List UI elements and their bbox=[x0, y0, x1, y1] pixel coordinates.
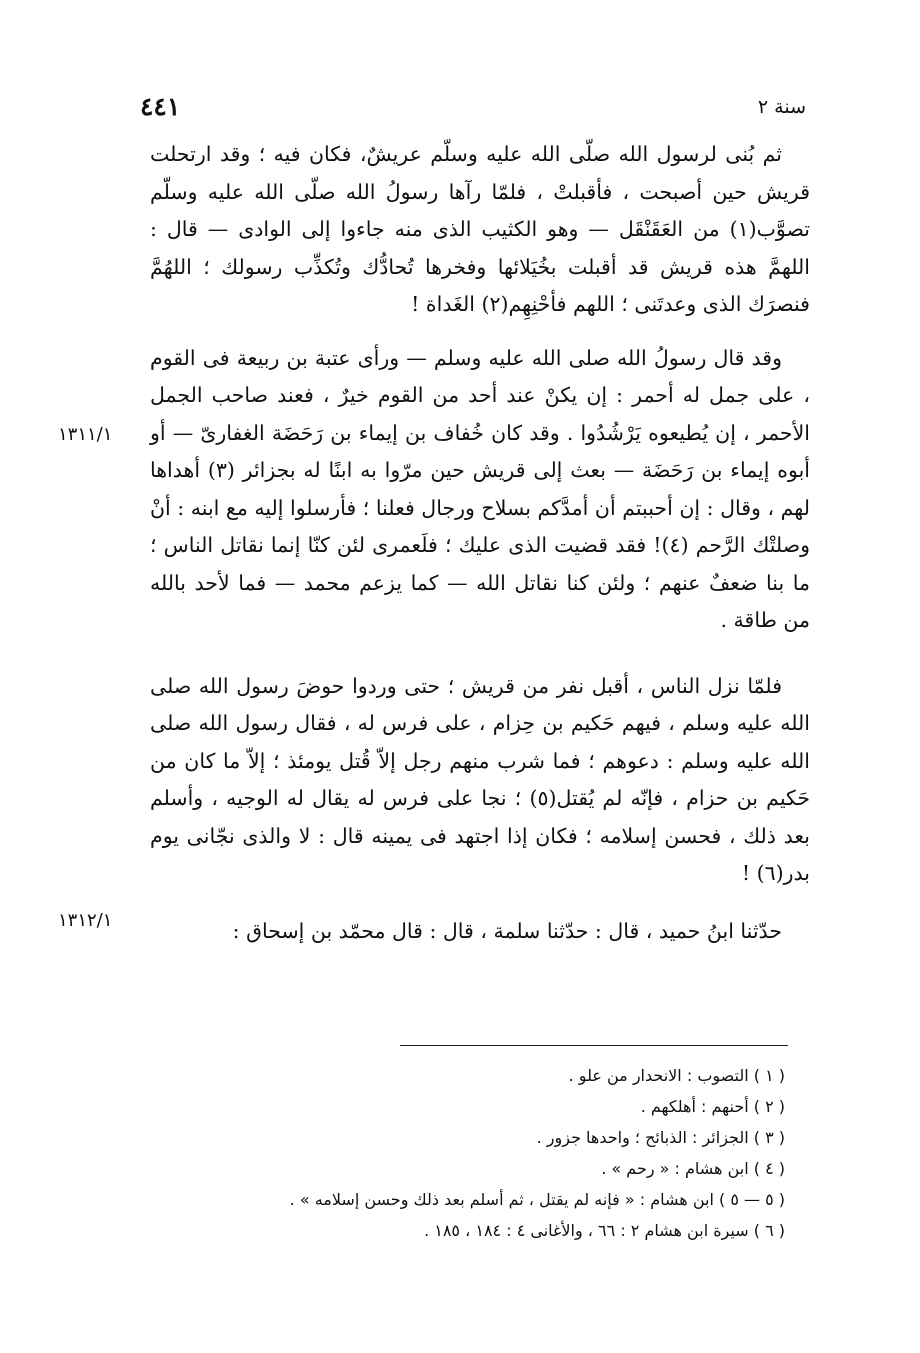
footnote: ( ٤ ) ابن هشام : « رحم » . bbox=[601, 1159, 785, 1178]
page-number: ٤٤١ bbox=[140, 92, 181, 121]
margin-reference: ١٣١١/١ bbox=[58, 424, 113, 445]
paragraph: فلمّا نزل الناس ، أقبل نفر من قريش ؛ حتى وردوا حوضَ رسول الله صلى الله عليه وسلم ، فيهم حَكيم بن حِزام ، على فرس له ، فقال رسول الله صلى الله عليه وسلم : دعوهم ؛ فما شرب منهم رجل إلاّ قُتل يومئذ ؛ إلاّ ما كان من حَكيم بن حزام ، فإنّه لم يُقتل(٥) ؛ نجا على فرس له يقال له الوجيه ، وأسلم بعد ذلك ، فحسن إسلامه ؛ فكان إذا اجتهد فى يمينه قال : لا والذى نجّانى يوم بدر(٦) ! bbox=[150, 673, 810, 885]
paragraph: ثم بُنى لرسول الله صلّى الله عليه وسلّم عريشٌ، فكان فيه ؛ وقد ارتحلت قريش حين أصبحت ، فأقبلتْ ، فلمّا رآها رسولُ الله صلّى الله عليه وسلّم تصوَّب(١) من العَقَنْقَل — وهو الكثيب الذى منه جاءوا إلى الوادى — قال : اللهمَّ هذه قريش قد أقبلت بخُيَلائها وفخرها تُحادُّك وتُكذِّب رسولك ؛ اللهُمَّ فنصرَك الذى وعدتَنى ؛ اللهم فأحْنِهِم(٢) الغَداة ! bbox=[150, 142, 810, 316]
margin-reference: ١٣١٢/١ bbox=[58, 910, 113, 931]
footnote-divider bbox=[400, 1045, 788, 1046]
footnote: ( ٢ ) أحنهم : أهلكهم . bbox=[640, 1097, 785, 1116]
footnote: ( ٥ — ٥ ) ابن هشام : « فإنه لم يقتل ، ثم أسلم بعد ذلك وحسن إسلامه » . bbox=[289, 1190, 785, 1209]
page-header bbox=[140, 92, 806, 132]
main-text bbox=[150, 136, 810, 950]
running-head: سنة ٢ bbox=[757, 96, 806, 118]
footnote: ( ٦ ) سيرة ابن هشام ٢ : ٦٦ ، والأغانى ٤ : ١٨٤ ، ١٨٥ . bbox=[424, 1221, 785, 1240]
footnotes bbox=[200, 1060, 785, 1246]
footnote: ( ١ ) التصوب : الانحدار من علو . bbox=[568, 1066, 785, 1085]
isnad-line: حدّثنا ابنُ حميد ، قال : حدّثنا سلمة ، قال : قال محمّد بن إسحاق : bbox=[232, 918, 782, 943]
footnote: ( ٣ ) الجزائر : الذبائح ؛ واحدها جزور . bbox=[536, 1128, 785, 1147]
paragraph: وقد قال رسولُ الله صلى الله عليه وسلم — ورأى عتبة بن ربيعة فى القوم ، على جمل له أحمر : إن يكنْ عند أحد من القوم خيرٌ ، فعند صاحب الجمل الأحمر ، إن يُطيعوه يَرْشُدُوا . وقد كان خُفاف بن إيماء بن رَحَضَة الغفارىّ — أو أبوه إيماء بن رَحَضَة — بعث إلى قريش حين مرّوا به ابنًا له بجزائر (٣) أهداها لهم ، وقال : إن أحببتم أن أمدَّكم بسلاح ورجال فعلنا ؛ فأرسلوا إليه مع ابنه : أنْ وصلتْك الرَّحم (٤)! فقد قضيت الذى عليك ؛ فلَعمرى لئن كنّا إنما نقاتل الناس ؛ ما بنا ضعفٌ عنهم ؛ ولئن كنا نقاتل الله — كما يزعم محمد — فما لأحد بالله من طاقة . bbox=[150, 345, 810, 632]
